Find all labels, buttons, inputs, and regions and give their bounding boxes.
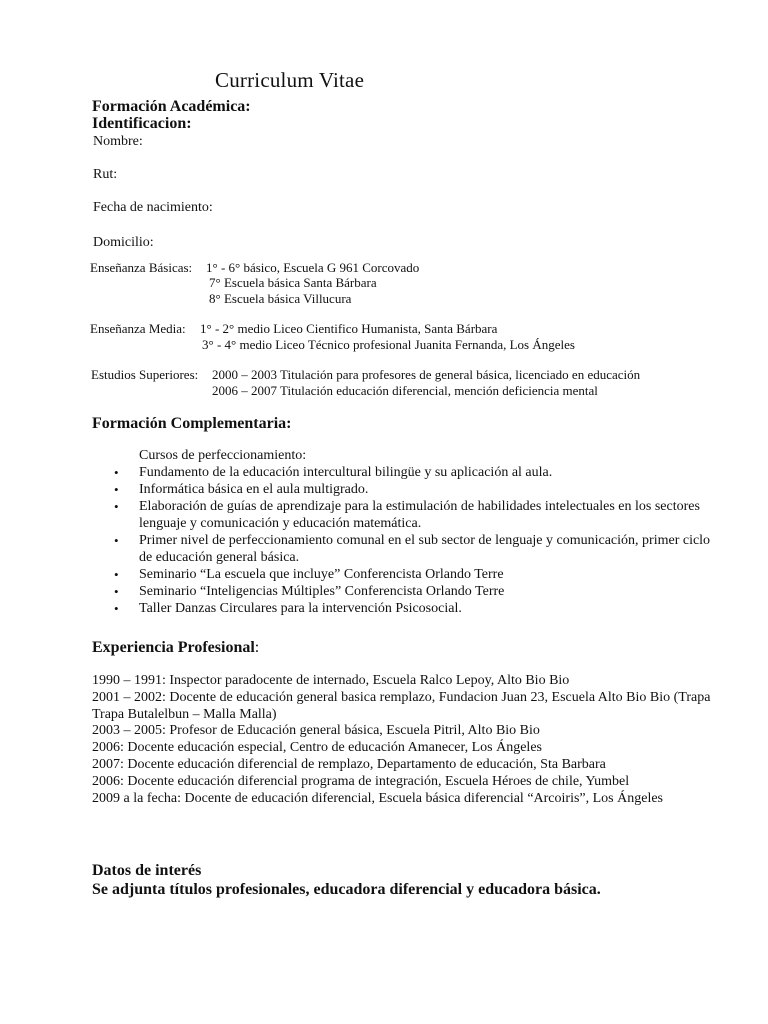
list-item	[112, 481, 712, 498]
list-item: 2001 – 2002: Docente de educación general basica remplazo, Fundacion Juan 23, Escuela Alto Bio Bio (Trapa Trapa Butalelbun – Malla Malla)	[92, 689, 711, 722]
curso-text: Informática básica en el aula multigrado.	[139, 482, 369, 497]
list-item: 2006: Docente educación diferencial programa de integración, Escuela Héroes de chile, Yumbel	[92, 773, 630, 789]
curso-text: Fundamento de la educación intercultural bilingüe y su aplicación al aula.	[139, 465, 553, 480]
bullet-icon: •	[114, 482, 119, 497]
bullet-icon: •	[114, 499, 119, 514]
cursos-list	[112, 464, 712, 617]
list-item: 2003 – 2005: Profesor de Educación general básica, Escuela Pitril, Alto Bio Bio	[92, 723, 540, 739]
list-item: 1990 – 1991: Inspector paradocente de internado, Escuela Ralco Lepoy, Alto Bio Bio	[92, 673, 570, 688]
list-item	[112, 464, 712, 481]
media-line: 3° - 4° medio Liceo Técnico profesional Juanita Fernanda, Los Ángeles	[202, 337, 575, 352]
curso-text: Seminario “Inteligencias Múltiples” Conferencista Orlando Terre	[139, 584, 505, 599]
experiencia-heading	[92, 639, 259, 657]
bullet-icon: •	[114, 584, 119, 599]
curso-text: Taller Danzas Circulares para la intervención Psicosocial.	[139, 601, 462, 616]
bullet-icon: •	[114, 465, 119, 480]
curso-text: Primer nivel de perfeccionamiento comunal en el sub sector de lenguaje y comunicación, primer ciclo de educación general básica.	[139, 533, 711, 565]
identificacion-heading: Identificacion:	[92, 115, 192, 132]
list-item	[112, 532, 712, 566]
basica-label: Enseñanza Básicas:	[90, 260, 193, 275]
curso-text: Seminario “La escuela que incluye” Conferencista Orlando Terre	[139, 567, 504, 582]
curso-text: Elaboración de guías de aprendizaje para la estimulación de habilidades intelectuales en los sectores lenguaje y comunicación y educación matemática.	[139, 499, 700, 531]
experiencia-list	[92, 673, 712, 807]
media-label: Enseñanza Media:	[90, 321, 186, 336]
basica-line: 7° Escuela básica Santa Bárbara	[209, 275, 377, 290]
experiencia-heading-text: Experiencia Profesional	[92, 639, 255, 656]
formacion-academica-heading: Formación Académica:	[92, 98, 251, 115]
document-title: Curriculum Vitae	[215, 68, 365, 92]
superiores-line: 2000 – 2003 Titulación para profesores de general básica, licenciado en educación	[212, 367, 641, 382]
field-rut: Rut:	[93, 167, 118, 182]
list-item	[112, 566, 712, 583]
cursos-intro: Cursos de perfeccionamiento:	[139, 448, 307, 463]
basica-line: 1° - 6° básico, Escuela G 961 Corcovado	[206, 260, 420, 275]
media-line: 1° - 2° medio Liceo Cientifico Humanista, Santa Bárbara	[200, 321, 498, 336]
superiores-line: 2006 – 2007 Titulación educación diferencial, mención deficiencia mental	[212, 383, 598, 398]
formacion-complementaria-heading: Formación Complementaria:	[92, 415, 292, 432]
field-domicilio: Domicilio:	[93, 235, 154, 250]
list-item	[112, 498, 712, 532]
bullet-icon: •	[114, 533, 119, 548]
list-item	[112, 600, 712, 617]
list-item: 2009 a la fecha: Docente de educación diferencial, Escuela básica diferencial “Arcoiris”, Los Ángeles	[92, 790, 663, 806]
experiencia-heading-colon: :	[254, 639, 260, 656]
superiores-label: Estudios Superiores:	[91, 367, 199, 382]
field-fecha-nacimiento: Fecha de nacimiento:	[93, 200, 213, 215]
bullet-icon: •	[114, 601, 119, 616]
datos-heading: Datos de interés	[92, 862, 202, 879]
field-nombre: Nombre:	[93, 134, 143, 149]
list-item: 2007: Docente educación diferencial de remplazo, Departamento de educación, Sta Barbara	[92, 756, 606, 772]
bullet-icon: •	[114, 567, 119, 582]
basica-line: 8° Escuela básica Villucura	[209, 291, 352, 306]
list-item: 2006: Docente educación especial, Centro de educación Amanecer, Los Ángeles	[92, 740, 542, 756]
datos-text: Se adjunta títulos profesionales, educadora diferencial y educadora básica.	[92, 881, 601, 898]
list-item	[112, 583, 712, 600]
